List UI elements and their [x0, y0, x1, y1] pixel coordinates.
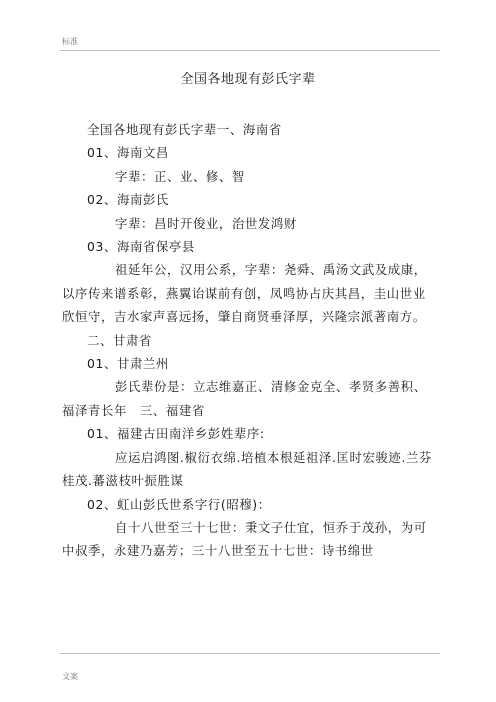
- subsection-wenchang: 01、海南文昌: [87, 145, 169, 161]
- subsection-gutian: 01、福建古田南洋乡彭姓辈序:: [87, 426, 265, 442]
- paragraph-hongshan: 自十八世至三十七世：秉文子仕宜，恒乔于茂孙，为可中叔季，永建乃嘉芳；三十八世至五十七世：诗书绵世: [62, 519, 427, 559]
- section-heading-gansu: 二、甘肃省: [87, 332, 152, 348]
- header-divider: [60, 50, 440, 51]
- paragraph-gutian: 应运启鸿图.椒衍衣绵.培植本根延祖泽.匡时宏骏迹.兰芬桂茂.蕃滋枝叶振胜谋: [62, 449, 432, 489]
- footer-label: 文案: [62, 672, 78, 681]
- subsection-lanzhou: 01、甘肃兰州: [87, 356, 169, 372]
- section-heading-hainan: 全国各地现有彭氏字辈一、海南省: [87, 122, 282, 137]
- footer-divider: [60, 653, 440, 654]
- subsection-hongshan: 02、虹山彭氏世系字行(昭穆)：: [87, 496, 271, 512]
- paragraph-lanzhou: 彭氏辈份是：立志维嘉正、清修金克全、孝贤多善积、福泽青长年 三、福建省: [62, 379, 427, 418]
- paragraph-baoting: 祖延年公，汉用公系，字辈：尧舜、禹汤文武及成康，以序传来谱系彰，燕翼诒谋前有创，凤鸣协占庆其昌，圭山世业欣恒守，吉水家声喜远扬，肇自商贤垂泽厚，兴隆宗派著南方。: [62, 262, 427, 325]
- generation-names-wenchang: 字辈：正、业、修、智: [115, 168, 245, 184]
- document-title: 全国各地现有彭氏字辈: [180, 72, 316, 87]
- document-body: [62, 118, 436, 563]
- header-label: 标准: [62, 37, 78, 46]
- subsection-hainan-peng: 02、海南彭氏: [87, 192, 169, 208]
- subsection-baoting: 03、海南省保亭县: [87, 239, 195, 255]
- generation-names-hainan-peng: 字辈：昌时开俊业，治世发鸿财: [115, 215, 297, 231]
